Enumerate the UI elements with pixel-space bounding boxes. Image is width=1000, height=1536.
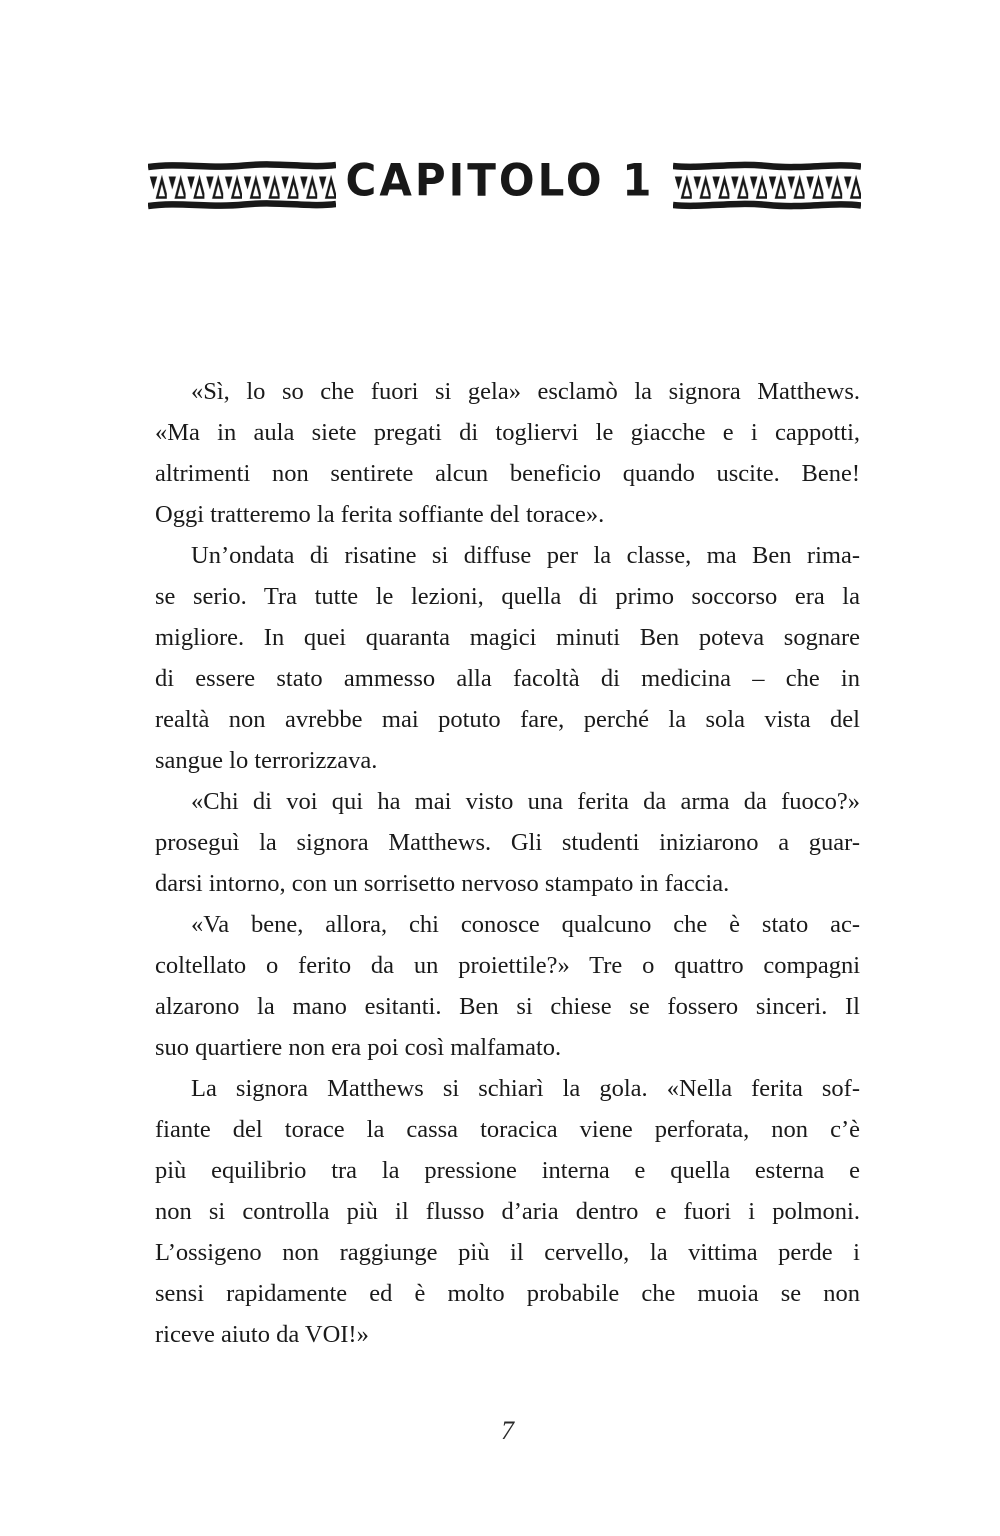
text-line: di essere stato ammesso alla facoltà di medicina – che in <box>155 665 860 692</box>
text-line: coltellato o ferito da un proiettile?» Tre o quattro compagni <box>155 952 860 979</box>
text-line: sensi rapidamente ed è molto probabile che muoia se non <box>155 1280 860 1307</box>
text-line: non si controlla più il flusso d’aria dentro e fuori i polmoni. <box>155 1198 860 1225</box>
text-line: altrimenti non sentirete alcun beneficio quando uscite. Bene! <box>155 460 860 487</box>
text-line: più equilibrio tra la pressione interna e quella esterna e <box>155 1157 860 1184</box>
text-line: Un’ondata di risatine si diffuse per la classe, ma Ben rima- <box>191 542 860 569</box>
paragraph <box>155 904 860 1068</box>
page-number: 7 <box>501 1416 514 1445</box>
text-line: Oggi tratteremo la ferita soffiante del torace». <box>155 501 605 528</box>
paragraph <box>155 1068 860 1355</box>
text-line: suo quartiere non era poi così malfamato. <box>155 1034 562 1061</box>
text-line: proseguì la signora Matthews. Gli studenti iniziarono a guar- <box>155 829 860 856</box>
text-line: «Chi di voi qui ha mai visto una ferita da arma da fuoco?» <box>191 788 860 815</box>
text-line: «Sì, lo so che fuori si gela» esclamò la signora Matthews. <box>191 378 860 405</box>
text-line: «Ma in aula siete pregati di togliervi le giacche e i cappotti, <box>155 419 860 446</box>
text-line: sangue lo terrorizzava. <box>155 747 378 774</box>
text-line: realtà non avrebbe mai potuto fare, perché la sola vista del <box>155 706 860 733</box>
text-line: riceve aiuto da VOI!» <box>155 1321 369 1348</box>
paragraph <box>155 781 860 904</box>
text-line: alzarono la mano esitanti. Ben si chiese se fossero sinceri. Il <box>155 993 860 1020</box>
text-line: La signora Matthews si schiarì la gola. «Nella ferita sof- <box>191 1075 860 1102</box>
text-line: darsi intorno, con un sorrisetto nervoso stampato in faccia. <box>155 870 730 897</box>
text-line: se serio. Tra tutte le lezioni, quella di primo soccorso era la <box>155 583 860 610</box>
tribal-border-right-icon <box>673 158 861 213</box>
text-line: fiante del torace la cassa toracica viene perforata, non c’è <box>155 1116 860 1143</box>
chapter-title: CAPITOLO 1 <box>345 154 655 207</box>
paragraph <box>155 535 860 781</box>
chapter-header <box>0 150 1000 212</box>
text-line: «Va bene, allora, chi conosce qualcuno che è stato ac- <box>191 911 860 938</box>
text-line: migliore. In quei quaranta magici minuti Ben poteva sognare <box>155 624 860 651</box>
paragraph <box>155 371 860 535</box>
text-line: L’ossigeno non raggiunge più il cervello, la vittima perde i <box>155 1239 860 1266</box>
body-text <box>155 371 860 1355</box>
